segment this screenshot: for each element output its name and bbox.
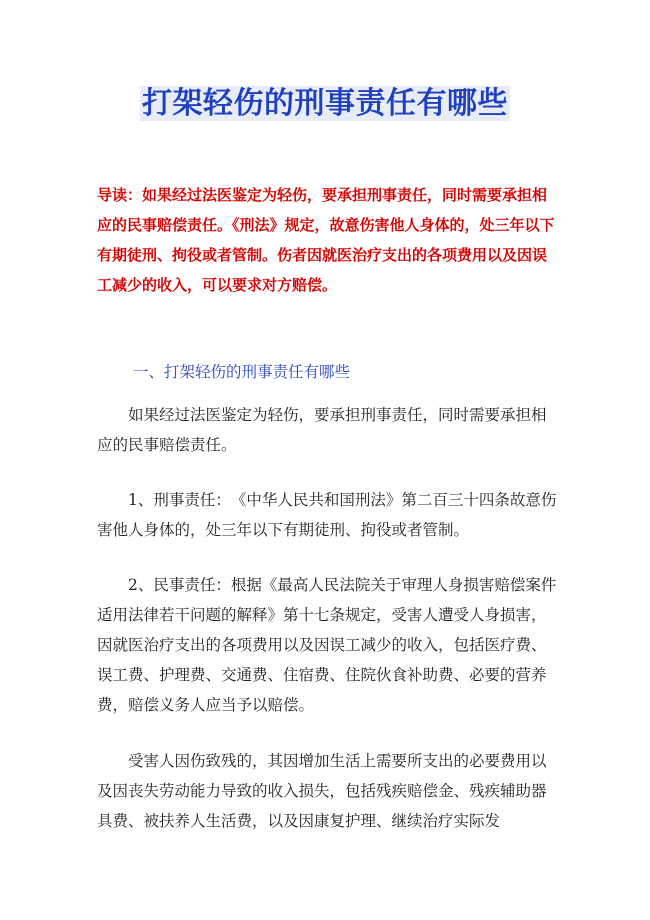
- intro-summary: 导读：如果经过法医鉴定为轻伤，要承担刑事责任，同时需要承担相应的民事赔偿责任。《刑法》规定，故意伤害他人身体的，处三年以下有期徒刑、拘役或者管制。伤者因就医治疗支出的各项费用以及因误工减少的收入，可以要求对方赔偿。: [97, 186, 555, 294]
- section-heading: 一、打架轻伤的刑事责任有哪些: [133, 363, 351, 381]
- page-title: [0, 82, 650, 126]
- body-paragraph-1: 如果经过法医鉴定为轻伤，要承担刑事责任，同时需要承担相应的民事赔偿责任。: [97, 406, 547, 454]
- body-paragraph-4: 受害人因伤致残的，其因增加生活上需要所支出的必要费用以及因丧失劳动能力导致的收入损失，包括残疾赔偿金、残疾辅助器具费、被扶养人生活费，以及因康复护理、继续治疗实际发: [97, 752, 547, 830]
- body-paragraph-3: 2、民事责任：根据《最高人民法院关于审理人身损害赔偿案件适用法律若干问题的解释》第十七条规定，受害人遭受人身损害，因就医治疗支出的各项费用以及因误工减少的收入，包括医疗费、误工费、护理费、交通费、住宿费、住院伙食补助费、必要的营养费，赔偿义务人应当予以赔偿。: [97, 576, 557, 714]
- body-paragraph-2: 1、刑事责任： 《中华人民共和国刑法》第二百三十四条故意伤害他人身体的，处三年以下有期徒刑、拘役或者管制。: [97, 491, 557, 539]
- page-title-text: 打架轻伤的刑事责任有哪些: [142, 86, 508, 121]
